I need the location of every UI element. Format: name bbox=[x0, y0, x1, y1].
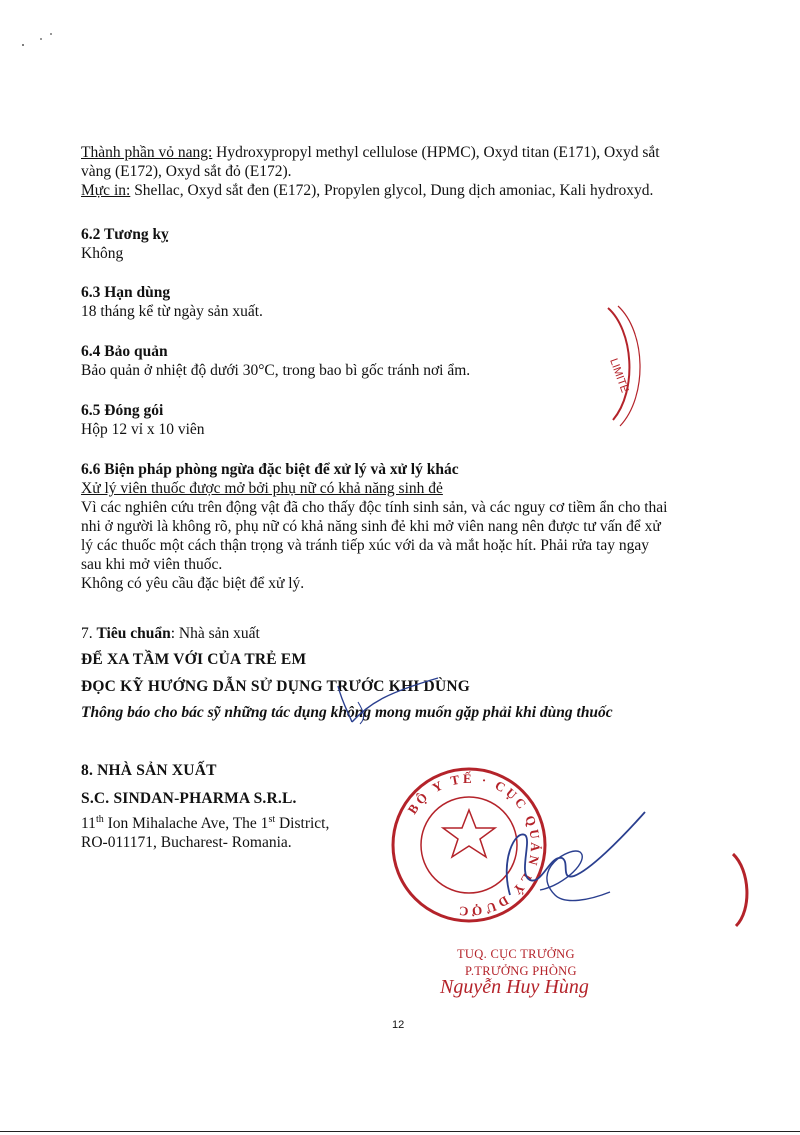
manufacturer-name: S.C. SINDAN-PHARMA S.R.L. bbox=[81, 790, 297, 807]
address-district: District, bbox=[275, 815, 330, 833]
section-body: Hộp 12 vỉ x 10 viên bbox=[81, 421, 205, 438]
scan-speck bbox=[22, 44, 24, 46]
address-district-suffix: st bbox=[268, 814, 276, 825]
section-note: Không có yêu cầu đặc biệt để xử lý. bbox=[81, 575, 305, 592]
scan-speck bbox=[40, 38, 42, 40]
section-body: 18 tháng kể từ ngày sản xuất. bbox=[81, 303, 263, 320]
signer-name: Nguyễn Huy Hùng bbox=[440, 976, 589, 998]
approval-line2: P.TRƯỞNG PHÒNG bbox=[465, 964, 577, 978]
capsule-shell-text: Hydroxypropyl methyl cellulose (HPMC), Oxyd titan (E171), Oxyd sắt bbox=[212, 144, 660, 161]
manufacturer-heading: 8. NHÀ SẢN XUẤT bbox=[81, 762, 217, 779]
section-heading: 6.6 Biện pháp phòng ngừa đặc biệt để xử lý và xử lý khác bbox=[81, 461, 459, 478]
capsule-shell-label: Thành phần vỏ nang: bbox=[81, 144, 213, 161]
manufacturer-address-line2: RO-011171, Bucharest- Romania. bbox=[81, 834, 292, 852]
capsule-shell-line1 bbox=[81, 143, 741, 162]
page-bottom-rule bbox=[0, 1131, 800, 1132]
section-body-line: Vì các nghiên cứu trên động vật đã cho thấy độc tính sinh sản, và các nguy cơ tiềm ẩn cho thai bbox=[81, 499, 668, 516]
scan-speck bbox=[50, 33, 52, 35]
section-6-6 bbox=[81, 460, 741, 593]
section-subheading: Xử lý viên thuốc được mở bởi phụ nữ có khả năng sinh đẻ bbox=[81, 480, 443, 497]
section-body: Bảo quản ở nhiệt độ dưới 30°C, trong bao bì gốc tránh nơi ẩm. bbox=[81, 362, 471, 379]
section-body-line: nhi ở người là không rõ, phụ nữ có khả năng sinh đẻ khi mở viên nang nên được tư vấn để xử bbox=[81, 518, 661, 535]
section-7-label: Tiêu chuẩn bbox=[96, 625, 171, 642]
side-stamp-text: LIMITE bbox=[607, 356, 631, 395]
capsule-composition bbox=[81, 143, 741, 200]
section-heading: 6.2 Tương kỵ bbox=[81, 226, 169, 243]
stamp-text: BỘ Y TẾ · CỤC QUẢN LÝ DƯỢC bbox=[404, 770, 544, 920]
section-6-2 bbox=[81, 225, 741, 263]
read-instructions-warning: ĐỌC KỸ HƯỚNG DẪN SỬ DỤNG TRƯỚC KHI DÙNG bbox=[81, 678, 470, 695]
section-body-line: lý các thuốc một cách thận trọng và tránh tiếp xúc với da và mắt hoặc hít. Phải rửa tay ngay bbox=[81, 537, 649, 554]
pen-mark bbox=[330, 672, 450, 732]
section-heading: 6.4 Bảo quản bbox=[81, 343, 168, 360]
section-heading: 6.3 Hạn dùng bbox=[81, 284, 171, 301]
signature-mark bbox=[470, 800, 660, 920]
ink-line bbox=[81, 181, 741, 200]
section-body: Không bbox=[81, 245, 124, 262]
section-body-line: sau khi mở viên thuốc. bbox=[81, 556, 223, 573]
address-number: 11 bbox=[81, 815, 96, 833]
side-stamp-fragment bbox=[588, 300, 648, 430]
ink-text: Shellac, Oxyd sắt đen (E172), Propylen glycol, Dung dịch amoniac, Kali hydroxyd. bbox=[130, 182, 654, 199]
page-number: 12 bbox=[392, 1019, 405, 1031]
section-heading: 6.5 Đóng gói bbox=[81, 402, 164, 419]
ink-label: Mực in: bbox=[81, 182, 131, 199]
report-effects-notice: Thông báo cho bác sỹ những tác dụng không mong muốn gặp phải khi dùng thuốc bbox=[81, 704, 613, 721]
section-7-number: 7. bbox=[81, 625, 93, 642]
address-number-suffix: th bbox=[95, 814, 104, 825]
section-7 bbox=[81, 624, 741, 643]
keep-away-warning: ĐỂ XA TẦM VỚI CỦA TRẺ EM bbox=[81, 651, 307, 668]
address-street: Ion Mihalache Ave, The 1 bbox=[103, 815, 269, 833]
section-7-line bbox=[81, 624, 741, 643]
page-edge-stamp-fragment bbox=[728, 850, 758, 930]
section-7-value: : Nhà sản xuất bbox=[170, 625, 260, 642]
capsule-shell-line2: vàng (E172), Oxyd sắt đỏ (E172). bbox=[81, 163, 292, 180]
approval-line1: TUQ. CỤC TRƯỞNG bbox=[457, 947, 575, 961]
